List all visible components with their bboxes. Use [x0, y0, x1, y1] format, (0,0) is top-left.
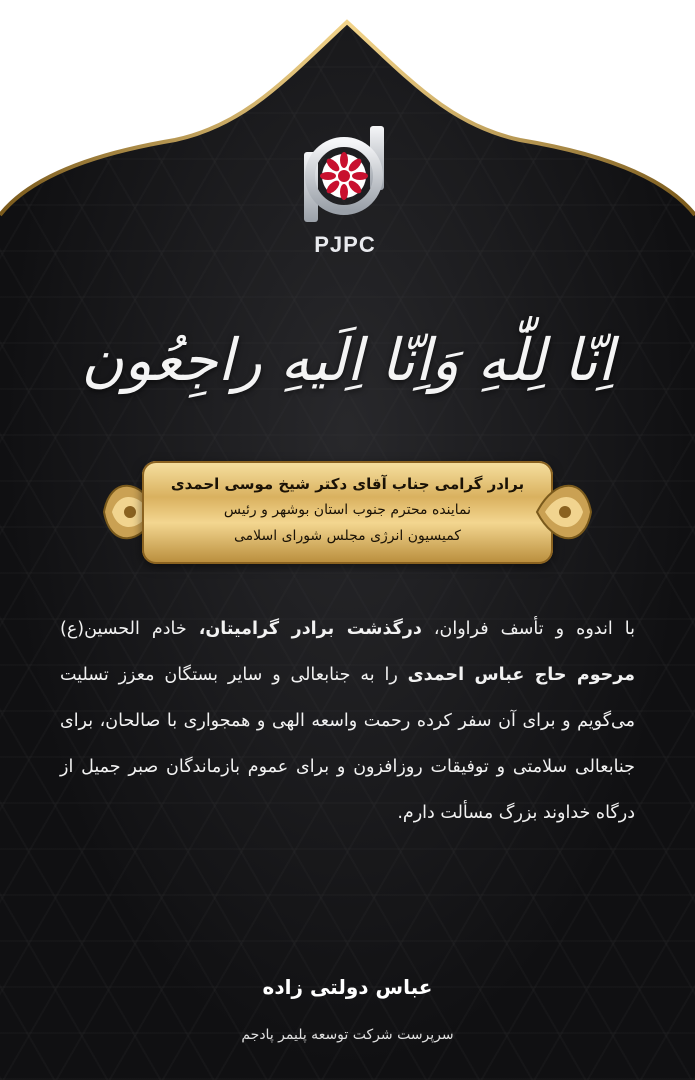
signature-name: عباس دولتی زاده: [262, 975, 433, 999]
ornament-right-icon: [535, 467, 595, 557]
pjpc-logo: [290, 120, 400, 260]
pjpc-logo-mark-icon: [290, 120, 400, 230]
condolence-message: [60, 606, 635, 836]
message-part-2: خادم الحسین(ع): [60, 619, 199, 639]
banner-line-2: نماینده محترم جنوب استان بوشهر و رئیس: [223, 502, 472, 518]
quran-verse-calligraphy: اِنّا لِلّٰهِ وَاِنّا اِلَیهِ راجِعُون: [81, 326, 614, 394]
message-part-3: را به جنابعالی و سایر بستگان معزز تسلیت می‌گویم و برای آن سفر کرده رحمت واسعه الهی و همجواری با صالحان، برای جنابعالی سلامتی و توفیقات روزافزون و برای عموم بازماندگان صبر جمیل از درگاه خداوند بزرگ مسألت دارم.: [60, 665, 635, 823]
message-bold-1: درگذشت برادر گرامیتان،: [198, 619, 422, 639]
banner-line-1: برادر گرامی جناب آقای دکتر شیخ موسی احمدی: [170, 475, 525, 493]
message-bold-2: مرحوم حاج عباس احمدی: [407, 665, 636, 685]
logo-text: PJPC: [314, 232, 376, 257]
signature-title: سرپرست شرکت توسعه پلیمر پادجم: [241, 1027, 454, 1043]
message-part-1: با اندوه و تأسف فراوان،: [421, 619, 635, 639]
banner-line-3: کمیسیون انرژی مجلس شورای اسلامی: [234, 528, 461, 544]
gold-banner: [100, 455, 595, 570]
banner-panel: [142, 461, 553, 564]
